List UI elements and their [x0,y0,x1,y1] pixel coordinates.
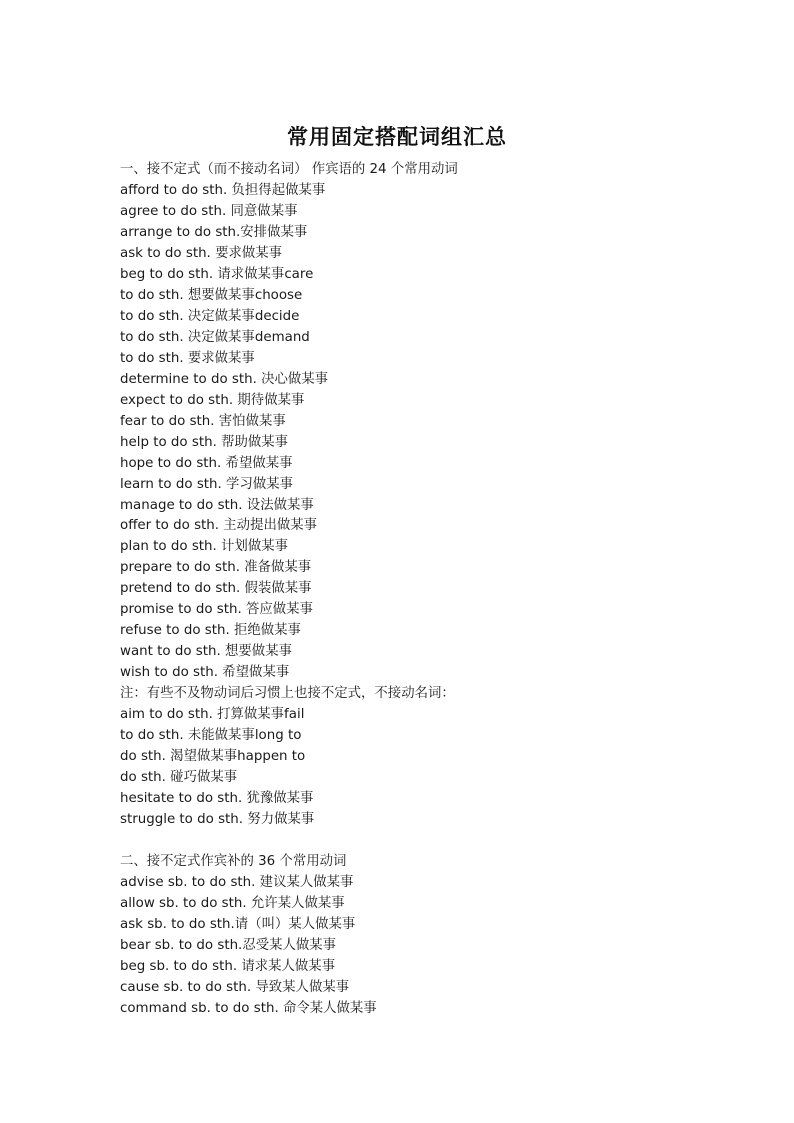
section-heading-2: 二、接不定式作宾补的 36 个常用动词 [120,853,347,869]
list-item: hesitate to do sth. 犹豫做某事 [120,791,314,807]
note-text: 注：有些不及物动词后习惯上也接不定式，不接动名词： [120,686,455,702]
list-item: command sb. to do sth. 命令某人做某事 [120,1000,377,1016]
list-item: want to do sth. 想要做某事 [120,644,292,660]
list-item: to do sth. 决定做某事decide [120,308,300,324]
list-item: ask to do sth. 要求做某事 [120,245,283,261]
list-item: cause sb. to do sth. 导致某人做某事 [120,979,350,995]
list-item: learn to do sth. 学习做某事 [120,476,294,492]
list-item: help to do sth. 帮助做某事 [120,434,289,450]
list-item: wish to do sth. 希望做某事 [120,665,290,681]
list-item: afford to do sth. 负担得起做某事 [120,182,326,198]
list-item: beg sb. to do sth. 请求某人做某事 [120,958,336,974]
list-item: to do sth. 想要做某事choose [120,287,303,303]
list-item: offer to do sth. 主动提出做某事 [120,518,318,534]
document-title: 常用固定搭配词组汇总 [287,124,507,149]
list-item: to do sth. 决定做某事demand [120,329,310,345]
list-item: do sth. 碰巧做某事 [120,770,238,786]
list-item: promise to do sth. 答应做某事 [120,602,313,618]
section-heading-1: 一、接不定式（而不接动名词） 作宾语的 24 个常用动词 [120,162,458,177]
list-item: fear to do sth. 害怕做某事 [120,413,286,429]
list-item: determine to do sth. 决心做某事 [120,371,329,387]
list-item: aim to do sth. 打算做某事fail [120,707,305,723]
verb-list-1 [120,181,720,684]
list-item: to do sth. 要求做某事 [120,350,255,366]
section-spacer [120,831,720,852]
document-body [120,160,720,1020]
list-item: agree to do sth. 同意做某事 [120,203,298,219]
list-item: do sth. 渴望做某事happen to [120,749,306,765]
list-item: to do sth. 未能做某事long to [120,728,302,744]
list-item: beg to do sth. 请求做某事care [120,266,314,282]
list-item: arrange to do sth.安排做某事 [120,224,308,240]
verb-list-2 [120,873,720,1020]
list-item: plan to do sth. 计划做某事 [120,539,288,555]
list-item: expect to do sth. 期待做某事 [120,392,305,408]
list-item: manage to do sth. 设法做某事 [120,497,314,513]
list-item: ask sb. to do sth.请（叫）某人做某事 [120,916,356,932]
list-item: prepare to do sth. 准备做某事 [120,560,312,576]
note-list [120,705,720,831]
list-item: refuse to do sth. 拒绝做某事 [120,623,301,639]
list-item: allow sb. to do sth. 允许某人做某事 [120,895,345,911]
list-item: bear sb. to do sth.忍受某人做某事 [120,937,337,953]
list-item: pretend to do sth. 假装做某事 [120,581,312,597]
list-item: hope to do sth. 希望做某事 [120,455,293,471]
list-item: advise sb. to do sth. 建议某人做某事 [120,874,354,890]
list-item: struggle to do sth. 努力做某事 [120,812,315,828]
